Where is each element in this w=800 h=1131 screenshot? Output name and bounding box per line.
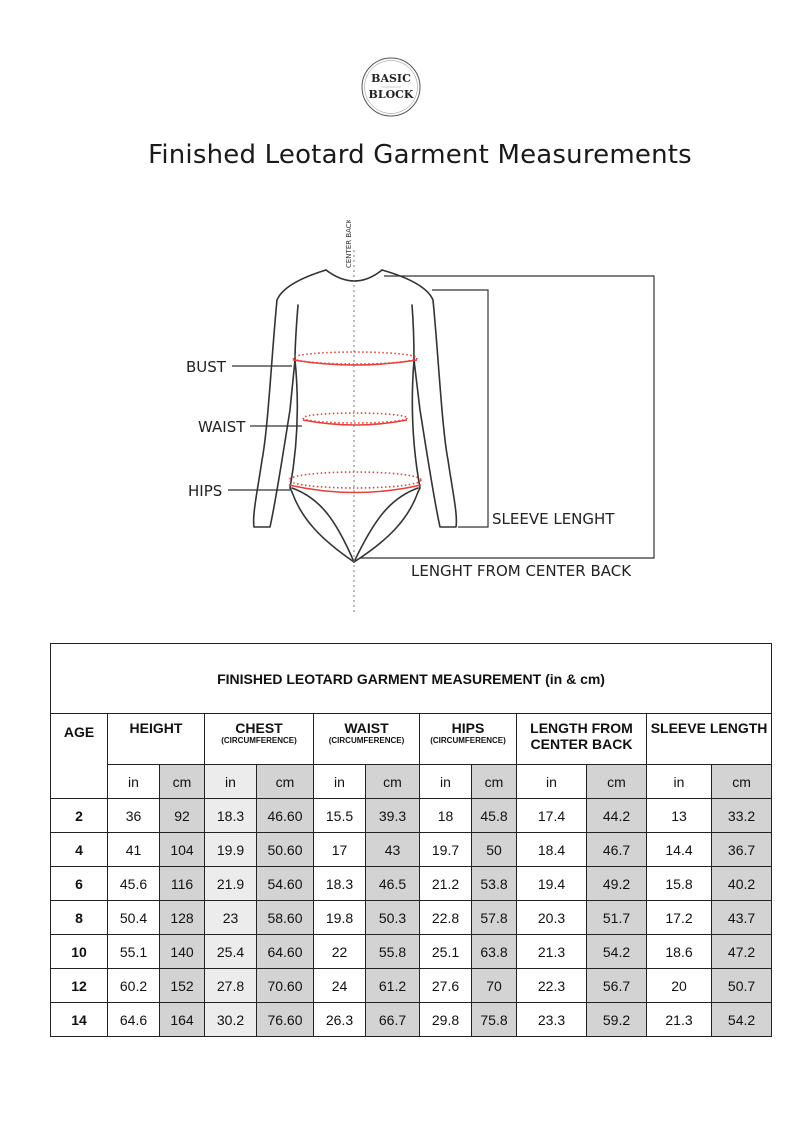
measurement-table [50,643,772,1037]
value-cell: 54.2 [712,1003,772,1037]
value-cell: 13 [647,799,712,833]
value-cell: 55.1 [108,935,160,969]
hips-line-back [289,472,421,488]
value-cell: 116 [160,867,205,901]
value-cell: 40.2 [712,867,772,901]
unit-in: in [517,765,587,799]
unit-cm: cm [160,765,205,799]
value-cell: 33.2 [712,799,772,833]
value-cell: 21.2 [420,867,472,901]
value-cell: 50 [472,833,517,867]
age-header: AGE [51,714,108,799]
value-cell: 76.60 [257,1003,314,1037]
value-cell: 27.6 [420,969,472,1003]
value-cell: 50.60 [257,833,314,867]
age-cell: 6 [51,867,108,901]
value-cell: 22 [314,935,366,969]
waist-label: WAIST [198,418,246,436]
unit-in: in [108,765,160,799]
value-cell: 64.60 [257,935,314,969]
value-cell: 19.7 [420,833,472,867]
left-leg-opening [292,488,354,562]
value-cell: 50.7 [712,969,772,1003]
value-cell: 25.1 [420,935,472,969]
table-row [51,935,772,969]
value-cell: 164 [160,1003,205,1037]
value-cell: 18 [420,799,472,833]
value-cell: 57.8 [472,901,517,935]
value-cell: 54.2 [587,935,647,969]
value-cell: 60.2 [108,969,160,1003]
value-cell: 56.7 [587,969,647,1003]
unit-cm: cm [257,765,314,799]
table-row [51,867,772,901]
value-cell: 23 [205,901,257,935]
unit-cm: cm [472,765,517,799]
value-cell: 44.2 [587,799,647,833]
value-cell: 19.8 [314,901,366,935]
height-header: HEIGHT [108,714,205,765]
value-cell: 36.7 [712,833,772,867]
age-cell: 10 [51,935,108,969]
value-cell: 104 [160,833,205,867]
bust-label: BUST [186,358,226,376]
age-cell: 14 [51,1003,108,1037]
value-cell: 53.8 [472,867,517,901]
value-cell: 50.4 [108,901,160,935]
value-cell: 21.3 [517,935,587,969]
value-cell: 20 [647,969,712,1003]
value-cell: 25.4 [205,935,257,969]
value-cell: 75.8 [472,1003,517,1037]
bust-line-front [293,360,417,365]
body-outline [254,270,457,562]
chest-header: CHEST (CIRCUMFERENCE) [205,714,314,765]
unit-in: in [205,765,257,799]
age-cell: 4 [51,833,108,867]
value-cell: 18.4 [517,833,587,867]
left-armhole [295,305,298,360]
table-row [51,901,772,935]
value-cell: 22.3 [517,969,587,1003]
value-cell: 43 [366,833,420,867]
center-back-label: CENTER BACK [345,220,353,268]
table-row [51,1003,772,1037]
right-armhole [412,305,414,360]
value-cell: 55.8 [366,935,420,969]
hips-label: HIPS [188,482,223,500]
value-cell: 23.3 [517,1003,587,1037]
value-cell: 19.4 [517,867,587,901]
value-cell: 63.8 [472,935,517,969]
value-cell: 61.2 [366,969,420,1003]
value-cell: 66.7 [366,1003,420,1037]
basic-block-logo [361,57,421,117]
logo-line1: BASIC [371,72,411,85]
value-cell: 15.8 [647,867,712,901]
value-cell: 58.60 [257,901,314,935]
leotard-drawing [0,220,800,620]
age-cell: 8 [51,901,108,935]
value-cell: 39.3 [366,799,420,833]
value-cell: 17.2 [647,901,712,935]
sleeve-length-label: SLEEVE LENGHT [492,510,615,528]
value-cell: 45.8 [472,799,517,833]
logo-line2: BLOCK [368,88,414,101]
right-leg-opening [354,488,418,562]
unit-cm: cm [712,765,772,799]
unit-cm: cm [587,765,647,799]
table-title: FINISHED LEOTARD GARMENT MEASUREMENT (in & cm) [51,644,772,714]
table-body [51,799,772,1037]
length-from-center-back-label: LENGHT FROM CENTER BACK [411,562,632,580]
value-cell: 27.8 [205,969,257,1003]
value-cell: 17 [314,833,366,867]
value-cell: 50.3 [366,901,420,935]
page-title: Finished Leotard Garment Measurements [148,140,692,170]
value-cell: 18.3 [205,799,257,833]
unit-in: in [420,765,472,799]
value-cell: 24 [314,969,366,1003]
unit-in: in [647,765,712,799]
value-cell: 36 [108,799,160,833]
value-cell: 18.3 [314,867,366,901]
waist-header: WAIST (CIRCUMFERENCE) [314,714,420,765]
value-cell: 46.5 [366,867,420,901]
value-cell: 21.3 [647,1003,712,1037]
value-cell: 19.9 [205,833,257,867]
hips-header: HIPS (CIRCUMFERENCE) [420,714,517,765]
value-cell: 70 [472,969,517,1003]
value-cell: 92 [160,799,205,833]
table-row [51,969,772,1003]
value-cell: 20.3 [517,901,587,935]
sleeve-header: SLEEVE LENGTH [647,714,772,765]
unit-row [51,765,772,799]
value-cell: 17.4 [517,799,587,833]
value-cell: 128 [160,901,205,935]
leotard-diagram [0,220,800,620]
value-cell: 51.7 [587,901,647,935]
table-row [51,833,772,867]
value-cell: 54.60 [257,867,314,901]
value-cell: 59.2 [587,1003,647,1037]
value-cell: 14.4 [647,833,712,867]
unit-in: in [314,765,366,799]
value-cell: 22.8 [420,901,472,935]
value-cell: 70.60 [257,969,314,1003]
value-cell: 46.60 [257,799,314,833]
value-cell: 30.2 [205,1003,257,1037]
unit-cm: cm [366,765,420,799]
value-cell: 15.5 [314,799,366,833]
value-cell: 26.3 [314,1003,366,1037]
value-cell: 47.2 [712,935,772,969]
table-row [51,799,772,833]
age-cell: 2 [51,799,108,833]
value-cell: 41 [108,833,160,867]
value-cell: 49.2 [587,867,647,901]
length-header: LENGTH FROM CENTER BACK [517,714,647,765]
value-cell: 46.7 [587,833,647,867]
value-cell: 43.7 [712,901,772,935]
value-cell: 21.9 [205,867,257,901]
value-cell: 140 [160,935,205,969]
value-cell: 152 [160,969,205,1003]
value-cell: 45.6 [108,867,160,901]
value-cell: 18.6 [647,935,712,969]
waist-line-back [303,413,407,423]
age-cell: 12 [51,969,108,1003]
value-cell: 64.6 [108,1003,160,1037]
value-cell: 29.8 [420,1003,472,1037]
